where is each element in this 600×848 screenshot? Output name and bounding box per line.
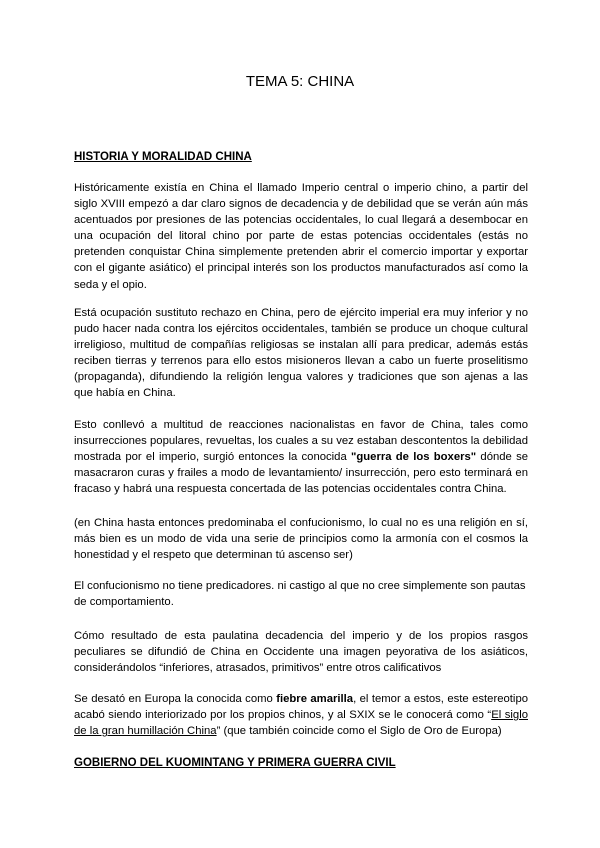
paragraph-6-text-b: , el temor a estos, este estereotipo acabó siendo interiorizado por los propios chinos, y al SXIX se le conocerá como “ — [74, 693, 529, 722]
paragraph-4: El confucionismo no tiene predicadores. ni castigo al que no cree simplemente son pautas de comportamiento. — [74, 580, 526, 609]
paragraph-6-text-a: Se desató en Europa la conocida como — [74, 693, 277, 705]
yellow-fever-term: fiebre amarilla — [276, 693, 354, 705]
boxers-war-term: "guerra de los boxers" — [351, 451, 477, 464]
document-title: TEMA 5: CHINA — [245, 73, 355, 90]
section-heading-kuomintang: GOBIERNO DEL KUOMINTANG Y PRIMERA GUERRA CIVIL — [74, 757, 396, 769]
paragraph-3-text-b: dónde se masacraron curas y frailes a modo de levantamiento/ insurrección, pero esto terminará en fracaso y habrá una respuesta concertada de las potencias occidentales contra China. — [74, 451, 529, 496]
section-heading-historia: HISTORIA Y MORALIDAD CHINA — [74, 151, 252, 163]
paragraph-3-note: (en China hasta entonces predominaba el confucionismo, lo cual no es una religión en sí, más bien es un modo de vida una serie de principios como la armonía con el cosmos la honestidad y el respeto que determinan tú ascenso ser) — [74, 517, 528, 562]
paragraph-6 — [74, 691, 528, 739]
paragraph-2: Está ocupación sustituto rechazo en China, pero de ejército imperial era muy inferior y no pudo hacer nada contra los ejércitos occidentales, también se produce un choque cultural irreligioso, multitud de compañías religiosas se instalan allí para predicar, además estás reciben tierras y terrenos para ello estos misioneros llevan a cabo un fuerte proselitismo (propaganda), difundiendo la religión lengua valores y tradiciones que son ajenas a las que había en China. — [74, 307, 528, 400]
paragraph-5: Cómo resultado de esta paulatina decadencia del imperio y de los propios rasgos peculiares se difundió de China en Occidente una imagen peyorativa de los asiáticos, considerándolos “inferiores, atrasados, primitivos” entre otros calificativos — [74, 630, 528, 675]
paragraph-6-text-c: ” (que también coincide como el Siglo de Oro de Europa) — [216, 725, 502, 738]
paragraph-3-text-a: Esto conllevó a multitud de reacciones nacionalistas en favor de China, tales como insurrecciones populares, revueltas, los cuales a su vez estaban descontentos la debilidad mostrada por el imperio, surgió entonces la conocida — [74, 419, 528, 464]
paragraph-3 — [74, 417, 528, 497]
humiliation-century-term: El siglo de la gran humillación China — [74, 709, 528, 738]
paragraph-1: Históricamente existía en China el llamado Imperio central o imperio chino, a partir del siglo XVIII empezó a dar claro signos de decadencia y de debilidad que se verán aún más acentuados por presiones de las potencias occidentales, lo cual llegará a desembocar en una ocupación del litoral chino por parte de estas potencias occidentales (estás no pretenden conquistar China simplemente pretenden abrir el comercio importar y exportar con el gigante asiático) el principal interés son los productos manufacturados así como la seda y el opio. — [74, 182, 528, 291]
